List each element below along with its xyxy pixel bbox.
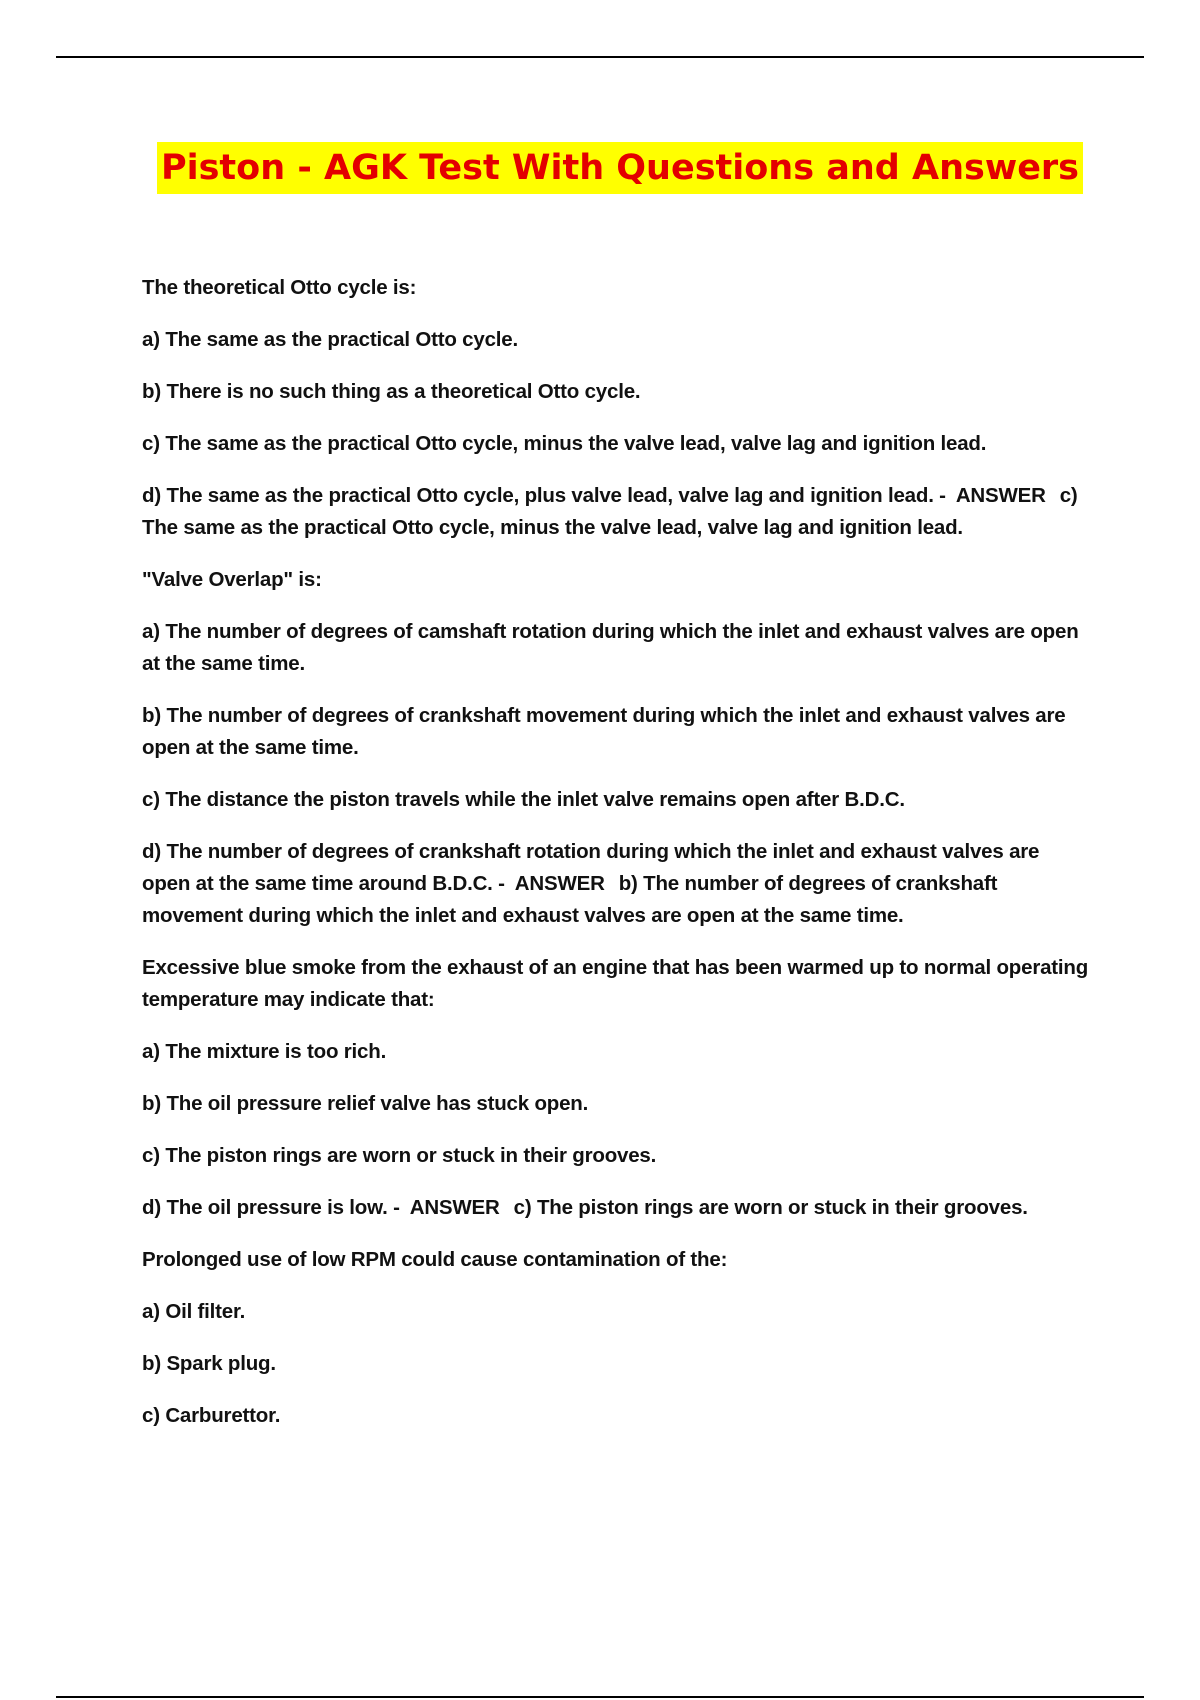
answer-option: b) The number of degrees of crankshaft movement during which the inlet and exhaust valves are open at the same time. xyxy=(142,704,1066,759)
top-rule xyxy=(56,56,1144,58)
answer-label: ANSWER xyxy=(955,484,1046,507)
answer-option-with-answer xyxy=(142,1192,1092,1224)
answer-option: b) The oil pressure relief valve has stuck open. xyxy=(142,1092,589,1115)
answer-option: a) The same as the practical Otto cycle. xyxy=(142,328,518,351)
answer-label: ANSWER xyxy=(514,872,605,895)
answer-option-with-answer xyxy=(142,836,1092,932)
answer-option: a) The mixture is too rich. xyxy=(142,1040,387,1063)
answer-option: b) There is no such thing as a theoretical Otto cycle. xyxy=(142,380,641,403)
answer-option-text: d) The oil pressure is low. - xyxy=(142,1196,400,1219)
answer-option-text: d) The number of degrees of crankshaft rotation during which the inlet and exhaust valves are open at the same time around B.D.C. - xyxy=(142,840,1040,895)
answer-option: c) Carburettor. xyxy=(142,1404,281,1427)
correct-answer: c) The piston rings are worn or stuck in their grooves. xyxy=(513,1196,1028,1219)
question-text: The theoretical Otto cycle is: xyxy=(142,276,417,299)
correct-answer: b) The number of degrees of crankshaft movement during which the inlet and exhaust valves are open at the same time. xyxy=(142,872,998,927)
question-text: Prolonged use of low RPM could cause contamination of the: xyxy=(142,1248,728,1271)
answer-option: c) The same as the practical Otto cycle, minus the valve lead, valve lag and ignition lead. xyxy=(142,432,987,455)
question-text: Excessive blue smoke from the exhaust of an engine that has been warmed up to normal operating temperature may indicate that: xyxy=(142,956,1089,1011)
answer-option: a) Oil filter. xyxy=(142,1300,246,1323)
answer-option: c) The piston rings are worn or stuck in their grooves. xyxy=(142,1144,657,1167)
question-text: "Valve Overlap" is: xyxy=(142,568,322,591)
answer-option: c) The distance the piston travels while the inlet valve remains open after B.D.C. xyxy=(142,788,905,811)
answer-option-text: d) The same as the practical Otto cycle, plus valve lead, valve lag and ignition lead. - xyxy=(142,484,946,507)
correct-answer: c) The same as the practical Otto cycle, minus the valve lead, valve lag and ignition lead. xyxy=(142,484,1078,539)
answer-option: a) The number of degrees of camshaft rotation during which the inlet and exhaust valves are open at the same time. xyxy=(142,620,1079,675)
bottom-rule xyxy=(56,1696,1144,1698)
answer-option: b) Spark plug. xyxy=(142,1352,276,1375)
title-wrap xyxy=(150,142,1090,194)
answer-option-with-answer xyxy=(142,480,1092,544)
answer-label: ANSWER xyxy=(409,1196,500,1219)
document-title: Piston - AGK Test With Questions and Answers xyxy=(157,142,1083,194)
document-body xyxy=(142,272,1092,1452)
